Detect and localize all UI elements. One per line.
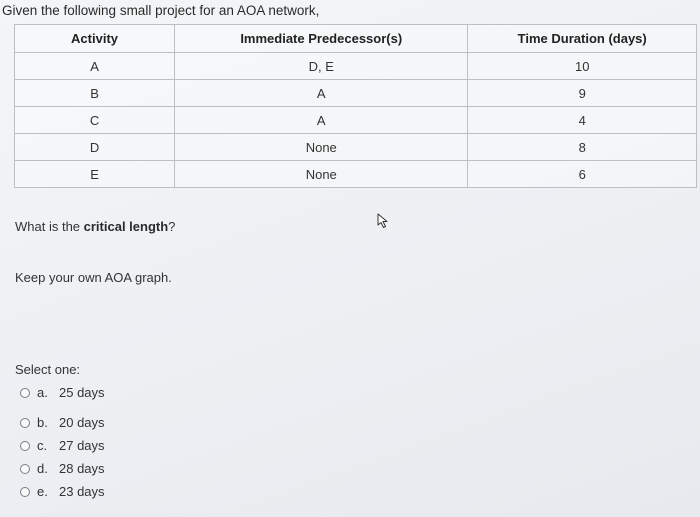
radio-button-icon[interactable] [20,388,30,398]
cell-predecessor: A [175,80,468,107]
cell-duration: 4 [468,107,697,134]
cell-predecessor: None [175,134,468,161]
option-text: 25 days [59,385,105,400]
option-letter: d. [37,461,48,476]
option-letter: b. [37,415,48,430]
option-b[interactable] [20,415,105,430]
cell-duration: 6 [468,161,697,188]
cell-duration: 9 [468,80,697,107]
cell-activity: C [15,107,175,134]
option-letter: a. [37,385,48,400]
option-text: 20 days [59,415,105,430]
question-suffix: ? [168,219,176,234]
question-prefix: What is the [15,219,84,234]
cell-activity: B [15,80,175,107]
header-activity: Activity [15,25,175,53]
radio-button-icon[interactable] [20,418,30,428]
cell-predecessor: A [175,107,468,134]
cell-predecessor: D, E [175,53,468,80]
option-letter: e. [37,484,48,499]
option-text: 28 days [59,461,105,476]
header-predecessors: Immediate Predecessor(s) [175,25,468,53]
mouse-cursor-icon [377,213,391,229]
header-duration: Time Duration (days) [468,25,697,53]
radio-button-icon[interactable] [20,441,30,451]
question-bold: critical length [83,219,169,234]
radio-button-icon[interactable] [20,487,30,497]
option-text: 23 days [59,484,105,499]
cell-activity: A [15,53,175,80]
option-d[interactable] [20,461,105,476]
option-letter: c. [37,438,48,453]
option-a[interactable] [20,385,105,400]
cell-duration: 8 [468,134,697,161]
option-c[interactable] [20,438,105,453]
answer-options [20,0,220,517]
select-one-label: Select one: [15,362,81,377]
cell-duration: 10 [468,53,697,80]
option-e[interactable] [20,484,105,499]
intro-text: Given the following small project for an AOA network, [2,3,320,18]
cell-activity: E [15,161,175,188]
note-text: Keep your own AOA graph. [15,270,172,285]
cell-predecessor: None [175,161,468,188]
option-text: 27 days [59,438,105,453]
radio-button-icon[interactable] [20,464,30,474]
cell-activity: D [15,134,175,161]
